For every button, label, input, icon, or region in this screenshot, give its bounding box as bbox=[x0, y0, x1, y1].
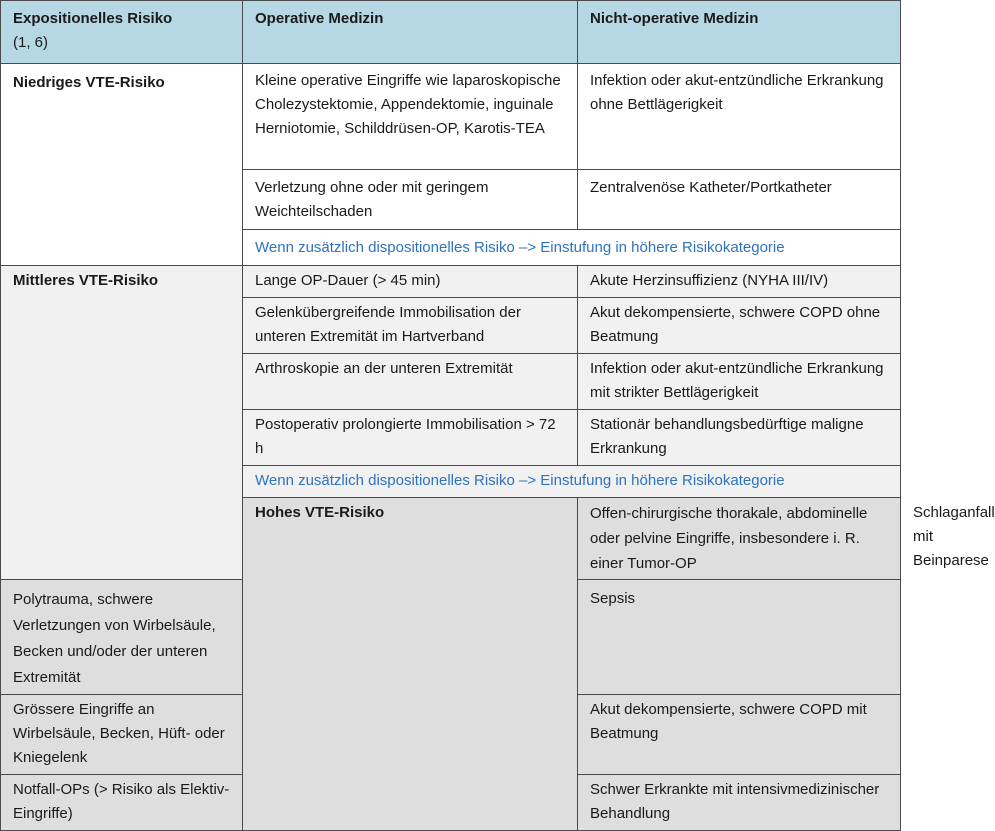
cell-nonoperative: Infektion oder akut-entzündliche Erkrankung ohne Bettlägerigkeit bbox=[578, 64, 901, 170]
cell-nonoperative: Zentralvenöse Katheter/Portkatheter bbox=[578, 170, 901, 230]
header-operative: Operative Medizin bbox=[243, 1, 578, 64]
cell-nonoperative: Akut dekompensierte, schwere COPD mit Beatmung bbox=[578, 695, 901, 775]
cell-operative: Postoperativ prolongierte Immobilisation > 72 h bbox=[243, 410, 578, 466]
cell-operative: Arthroskopie an der unteren Extremität bbox=[243, 354, 578, 410]
cell-nonoperative: Stationär behandlungsbedürftige maligne Erkrankung bbox=[578, 410, 901, 466]
group-label-low: Niedriges VTE-Risiko bbox=[1, 64, 243, 266]
cell-operative: Gelenkübergreifende Immobilisation der unteren Extremität im Hartverband bbox=[243, 298, 578, 354]
table-row bbox=[1, 266, 901, 298]
cell-operative: Kleine operative Eingriffe wie laparoskopische Cholezystektomie, Appendektomie, inguinale Herniotomie, Schilddrüsen-OP, Karotis-TEA bbox=[243, 64, 578, 170]
header-row bbox=[1, 1, 901, 64]
cell-operative: Lange OP-Dauer (> 45 min) bbox=[243, 266, 578, 298]
header-exposition-ref: (1, 6) bbox=[13, 34, 49, 51]
cell-nonoperative: Infektion oder akut-entzündliche Erkrankung mit strikter Bettlägerigkeit bbox=[578, 354, 901, 410]
header-nonoperative: Nicht-operative Medizin bbox=[578, 1, 901, 64]
cell-operative: Verletzung ohne oder mit geringem Weichteilschaden bbox=[243, 170, 578, 230]
note-dispositional-risk: Wenn zusätzlich dispositionelles Risiko –> Einstufung in höhere Risikokategorie bbox=[243, 230, 901, 266]
cell-operative: Notfall-OPs (> Risiko als Elektiv-Eingriffe) bbox=[1, 775, 243, 831]
header-exposition-label: Expositionelles Risiko bbox=[13, 10, 173, 27]
table-row bbox=[1, 64, 901, 170]
cell-nonoperative: Akute Herzinsuffizienz (NYHA III/IV) bbox=[578, 266, 901, 298]
cell-operative: Grössere Eingriffe an Wirbelsäule, Becken, Hüft- oder Kniegelenk bbox=[1, 695, 243, 775]
header-exposition bbox=[1, 1, 243, 64]
group-label-mid: Mittleres VTE-Risiko bbox=[1, 266, 243, 580]
group-label-high: Hohes VTE-Risiko bbox=[243, 498, 578, 831]
cell-operative: Offen-chirurgische thorakale, abdominelle oder pelvine Eingriffe, insbesondere i. R. einer Tumor-OP bbox=[578, 498, 901, 580]
cell-operative: Polytrauma, schwere Verletzungen von Wirbelsäule, Becken und/oder der unteren Extremität bbox=[1, 580, 243, 695]
cell-nonoperative: Sepsis bbox=[578, 580, 901, 695]
cell-nonoperative: Akut dekompensierte, schwere COPD ohne Beatmung bbox=[578, 298, 901, 354]
table-row: Hohes VTE-Risiko Offen-chirurgische thorakale, abdominelle oder pelvine Eingriffe, insbesondere i. R. einer Tumor-OP Schlaganfall mit Beinparese bbox=[1, 498, 901, 580]
note-dispositional-risk: Wenn zusätzlich dispositionelles Risiko –> Einstufung in höhere Risikokategorie bbox=[243, 466, 901, 498]
cell-nonoperative: Schwer Erkrankte mit intensivmedizinischer Behandlung bbox=[578, 775, 901, 831]
